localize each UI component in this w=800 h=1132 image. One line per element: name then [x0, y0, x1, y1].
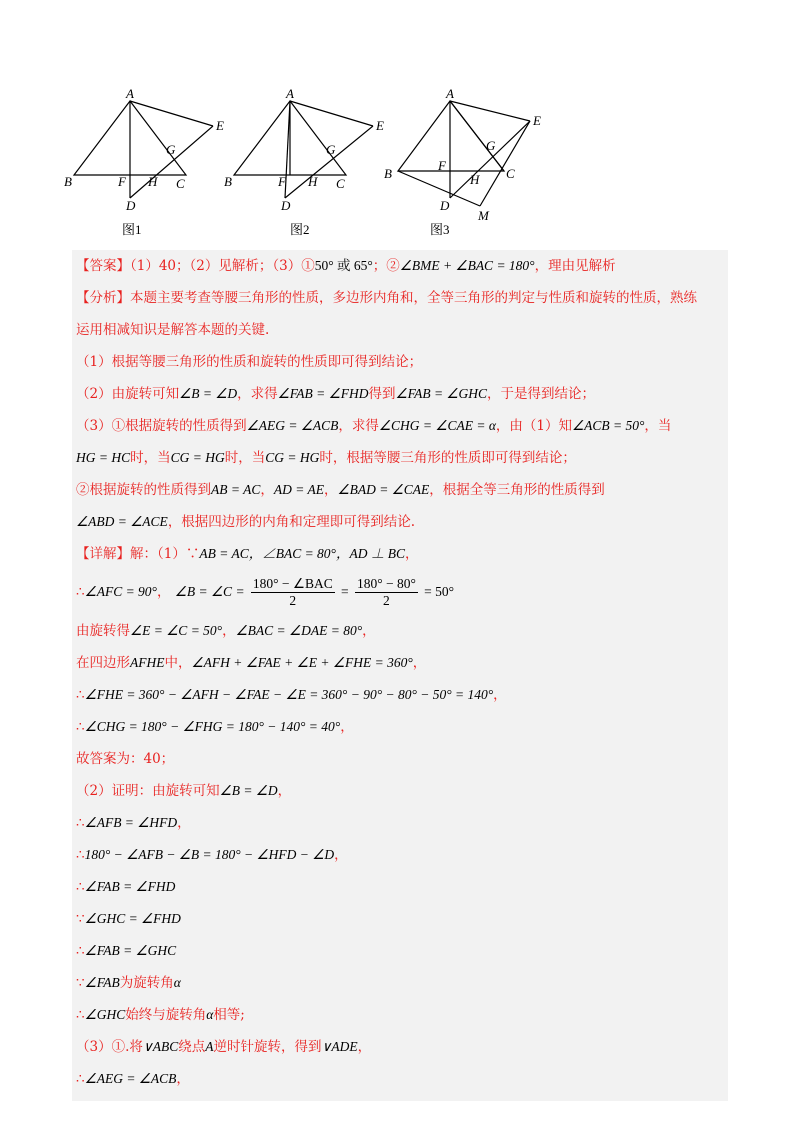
math-segment: ∠FAB = ∠GHC: [84, 943, 177, 958]
fig2-label-d: D: [281, 198, 291, 213]
text-segment: ，由（1）知: [495, 418, 573, 434]
math-segment: CG = HG: [170, 450, 225, 465]
detail-line-13: [72, 935, 728, 967]
fig1-label-h: H: [148, 174, 158, 189]
analysis-line-1: 【分析】本题主要考查等腰三角形的性质，多边形内角和，全等三角形的判定与性质和旋转的性质，熟练: [76, 290, 697, 306]
math-segment: α: [173, 975, 181, 990]
analysis-line-8: [72, 506, 728, 538]
detail-line-15: [72, 999, 728, 1031]
text-segment: ，: [222, 623, 236, 639]
text-segment: ，根据四边形的内角和定理即可得到结论.: [167, 514, 416, 530]
text-segment: （2）由旋转可知: [76, 386, 180, 402]
math-segment: ∠AFB = ∠HFD: [84, 815, 178, 830]
detail-line-14: [72, 967, 728, 999]
therefore-symbol: ∴: [76, 687, 85, 703]
text-segment: 得到: [368, 386, 396, 402]
detail-line-3: [72, 615, 728, 647]
detail-line-9: [72, 807, 728, 839]
text-segment: 由旋转得: [76, 623, 130, 639]
text-segment: 时，根据等腰三角形的性质即可得到结论；: [319, 450, 576, 466]
text-segment: （3）①根据旋转的性质得到: [76, 418, 247, 434]
text-segment: 【详解】解：（1）∵: [76, 546, 200, 562]
fig2-label-a: A: [286, 88, 294, 101]
text-segment: ，: [340, 719, 354, 735]
detail-line-5: [72, 679, 728, 711]
math-segment: HG = HC: [76, 450, 131, 465]
math-segment: ∠GHC = ∠FHD: [84, 911, 181, 926]
math-segment: AB = AC，∠BAC = 80°，AD ⊥ BC: [199, 546, 405, 561]
fig3-label-g: G: [486, 138, 496, 153]
text-segment: ，: [404, 546, 419, 562]
math-segment: ∨ADE: [321, 1039, 358, 1054]
text-segment: ，求得: [338, 418, 379, 434]
therefore-symbol: ∴: [76, 1007, 85, 1023]
fig1-label-a: A: [126, 88, 134, 101]
text-segment: ②根据旋转的性质得到: [76, 482, 211, 498]
fig2-label-b: B: [224, 174, 232, 189]
math-segment: ∠FHE = 360° − ∠AFH − ∠FAE − ∠E = 360° − 90° − 80° − 50° = 140°: [84, 687, 494, 702]
detail-line-12: [72, 903, 728, 935]
text-segment: ，当: [644, 418, 672, 434]
fig2-label-f: F: [278, 174, 286, 189]
fig3-label-d: D: [440, 198, 450, 213]
fig1-label-f: F: [118, 174, 126, 189]
text-segment: 逆时针旋转，得到: [213, 1039, 322, 1055]
therefore-symbol: ∴: [76, 847, 85, 863]
fig2-label-c: C: [336, 176, 345, 191]
math-segment: ∨ABC: [142, 1039, 179, 1054]
fig1-label-e: E: [216, 118, 224, 133]
text-segment: 时，当: [130, 450, 171, 466]
text-segment: 相等;: [213, 1007, 245, 1023]
math-segment: AB = AC: [211, 482, 261, 497]
fig2-line-de: [285, 126, 373, 198]
detail-line-2: [72, 570, 728, 615]
math-segment: ∠AEG = ∠ACB: [84, 1071, 177, 1086]
math-segment: ∠BAD = ∠CAE: [337, 482, 430, 497]
fig3-line-me: [480, 121, 530, 206]
fig1-label-d: D: [126, 198, 136, 213]
answer-mid: ；②: [372, 258, 400, 274]
math-segment: 180° − ∠AFB − ∠B = 180° − ∠HFD − ∠D: [84, 847, 335, 862]
answer-suffix: ，理由见解析: [534, 258, 616, 274]
solution-panel: [72, 250, 728, 1101]
text-segment: ，于是得到结论；: [487, 386, 596, 402]
text-segment: ，: [260, 482, 274, 498]
math-segment: ∠CHG = 180° − ∠FHG = 180° − 140° = 40°: [84, 719, 341, 734]
math-segment: α: [206, 1007, 214, 1022]
fig3-label-b: B: [384, 166, 392, 181]
fig1-caption: 图1: [122, 222, 142, 237]
text-segment: （3）①.将: [76, 1039, 143, 1055]
math-segment: ∠B = ∠C =: [174, 584, 245, 599]
therefore-symbol: ∴: [76, 584, 85, 600]
text-segment: ，根据全等三角形的性质得到: [429, 482, 605, 498]
analysis-line-2: 运用相减知识是解答本题的关键.: [76, 322, 270, 338]
text-segment: ，: [357, 1039, 372, 1055]
analysis-line-5: [72, 410, 728, 442]
math-segment: ∠GHC: [84, 1007, 126, 1022]
fig2-label-h: H: [308, 174, 318, 189]
detail-line-4: [72, 647, 728, 679]
math-segment: A: [205, 1039, 214, 1054]
math-segment: ∠BAC = ∠DAE = 80°: [235, 623, 363, 638]
answer-relation: ∠BME + ∠BAC = 180°: [399, 258, 535, 273]
math-segment: CG = HG: [265, 450, 320, 465]
fig1-line-ae: [130, 101, 213, 126]
fig3-caption: 图3: [430, 222, 450, 237]
fig3-label-h: H: [470, 172, 480, 187]
fraction-numerator: 180° − 80°: [356, 576, 416, 591]
math-segment: ∠AFH + ∠FAE + ∠E + ∠FHE = 360°: [191, 655, 413, 670]
geometry-figures: [60, 88, 580, 238]
math-segment: ∠E = ∠C = 50°: [130, 623, 223, 638]
math-segment: = 50°: [424, 584, 455, 599]
analysis-line-6: [72, 442, 728, 474]
text-segment: （2）证明：由旋转可知: [76, 783, 220, 799]
detail-line-8: [72, 775, 728, 807]
math-segment: ∠ACB = 50°: [572, 418, 645, 433]
figure-3: [384, 88, 541, 237]
detail-line-11: [72, 871, 728, 903]
answer-line: [72, 250, 728, 282]
text-segment: ，: [412, 655, 427, 671]
fraction-numerator: 180° − ∠BAC: [252, 576, 333, 591]
fraction-denominator: 2: [289, 593, 297, 608]
fig3-label-e: E: [533, 113, 541, 128]
fig2-line-ae: [290, 101, 373, 126]
text-segment: ，: [362, 623, 376, 639]
therefore-symbol: ∴: [76, 815, 85, 831]
detail-line-7: 故答案为：40；: [76, 751, 175, 767]
math-segment: ∠FAB: [84, 975, 120, 990]
fig2-label-g: G: [326, 142, 336, 157]
fig3-line-ae: [450, 101, 530, 121]
fig3-label-a: A: [446, 88, 454, 101]
fraction-2: [355, 576, 418, 609]
math-segment: ∠ABD = ∠ACE: [76, 514, 168, 529]
text-segment: 在四边形: [76, 655, 130, 671]
text-segment: ，: [156, 584, 171, 600]
text-segment: 始终与旋转角: [125, 1007, 207, 1023]
math-segment: ∠FAB = ∠FHD: [277, 386, 369, 401]
fig1-label-g: G: [166, 142, 176, 157]
detail-line-17: [72, 1063, 728, 1095]
figure-1: [64, 88, 224, 237]
answer-angles: 50° 或 65°: [314, 258, 373, 273]
because-symbol: ∵: [76, 975, 85, 991]
math-segment: ∠AEG = ∠ACB: [246, 418, 339, 433]
text-segment: ，求得: [237, 386, 278, 402]
fig3-label-c: C: [506, 166, 515, 181]
math-segment: AD = AE: [273, 482, 324, 497]
equals-sign: =: [341, 584, 349, 599]
analysis-line-4: [72, 378, 728, 410]
text-segment: ，: [323, 482, 338, 498]
text-segment: 时，当: [224, 450, 266, 466]
math-segment: ∠FAB = ∠FHD: [84, 879, 176, 894]
fig1-line-de: [130, 126, 213, 198]
text-segment: 绕点: [178, 1039, 206, 1055]
detail-line-16: [72, 1031, 728, 1063]
fig1-label-c: C: [176, 176, 185, 191]
fig3-line-bm: [398, 171, 480, 206]
analysis-line-3: （1）根据等腰三角形的性质和旋转的性质即可得到结论；: [76, 354, 423, 370]
analysis-line-7: [72, 474, 728, 506]
text-segment: ，: [493, 687, 507, 703]
fig1-label-b: B: [64, 174, 72, 189]
detail-line-6: [72, 711, 728, 743]
fraction-denominator: 2: [383, 593, 390, 608]
fig3-line-de: [450, 121, 530, 198]
detail-line-1: [72, 538, 728, 570]
text-segment: ，: [277, 783, 292, 799]
text-segment: ，: [176, 1071, 190, 1087]
fig2-label-e: E: [376, 118, 384, 133]
text-segment: ，: [334, 847, 348, 863]
text-segment: ，: [177, 815, 191, 831]
fig2-caption: 图2: [290, 222, 310, 237]
fraction-1: [251, 576, 335, 609]
figure-2: [224, 88, 384, 237]
therefore-symbol: ∴: [76, 943, 85, 959]
math-segment: ∠CHG = ∠CAE = α: [378, 418, 496, 433]
therefore-symbol: ∴: [76, 719, 85, 735]
fig3-label-m: M: [478, 208, 489, 223]
math-segment: ∠FAB = ∠GHC: [395, 386, 488, 401]
therefore-symbol: ∴: [76, 1071, 85, 1087]
answer-prefix: 【答案】（1）40；（2）见解析；（3）①: [76, 258, 315, 274]
detail-line-10: [72, 839, 728, 871]
fig3-line-ac: [450, 101, 504, 171]
fig3-label-f: F: [438, 158, 446, 173]
therefore-symbol: ∴: [76, 879, 85, 895]
math-segment: ∠B = ∠D: [179, 386, 238, 401]
math-segment: AFHE: [130, 655, 165, 670]
math-segment: ∠AFC = 90°: [84, 584, 157, 599]
text-segment: 中，: [164, 655, 192, 671]
because-symbol: ∵: [76, 911, 85, 927]
math-segment: ∠B = ∠D: [219, 783, 278, 798]
text-segment: 为旋转角: [119, 975, 174, 991]
